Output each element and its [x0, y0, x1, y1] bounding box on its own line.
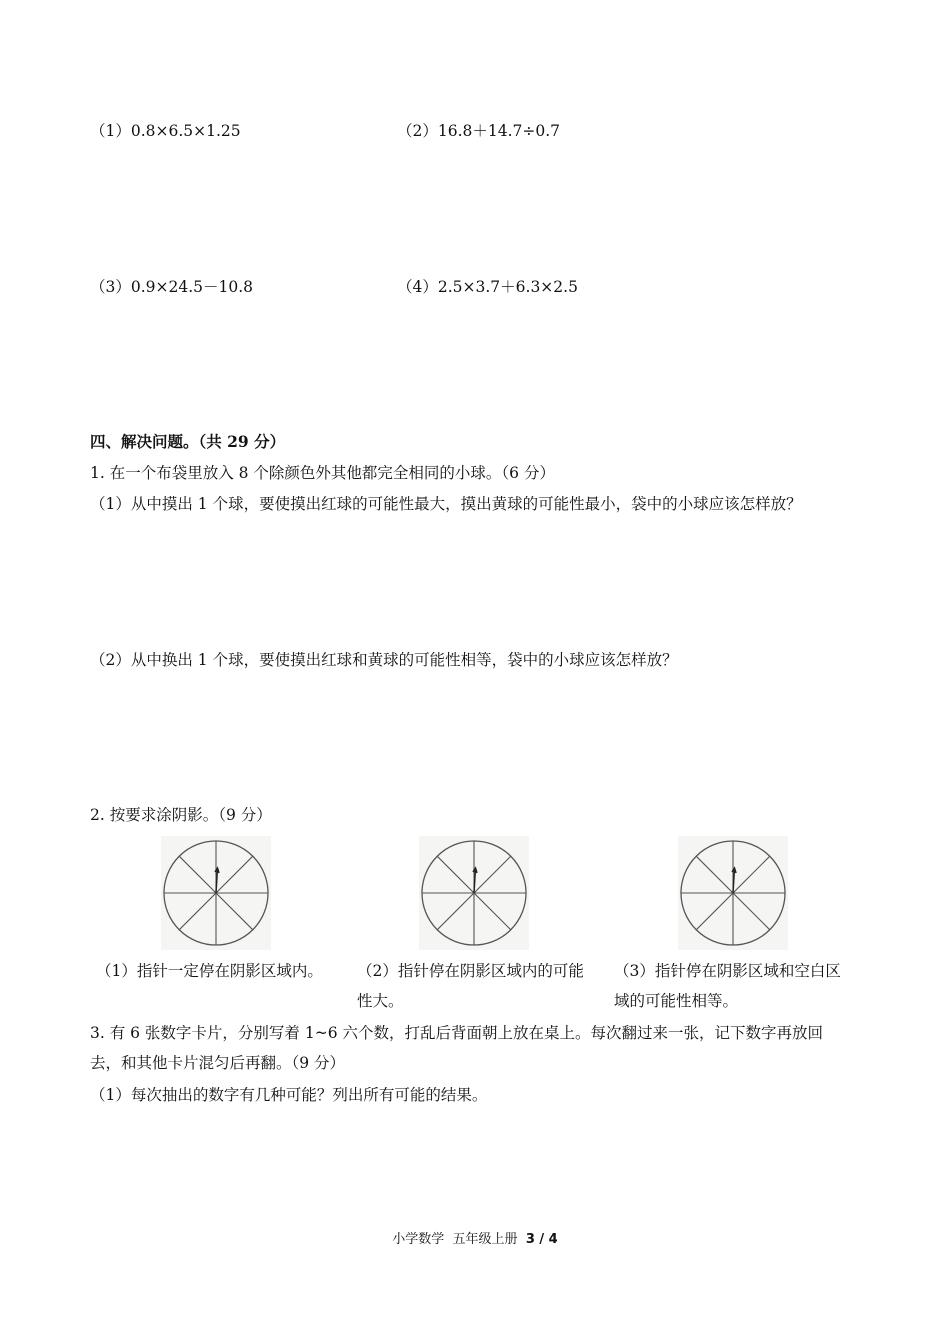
calc-problem-1: （1）0.8×6.5×1.25 [90, 122, 241, 140]
problem-3-stem-line-2: 去，和其他卡片混匀后再翻。（9 分） [90, 1054, 346, 1072]
footer-page-number: 3 / 4 [525, 1232, 558, 1247]
spinner-1 [161, 836, 271, 950]
spinner-caption-1: （1）指针一定停在阴影区域内。 [96, 962, 323, 980]
spinner-3 [678, 836, 788, 950]
footer-subject: 小学数学 [392, 1232, 445, 1247]
problem-1-stem: 1. 在一个布袋里放入 8 个除颜色外其他都完全相同的小球。（6 分） [90, 464, 555, 482]
calc-problem-2: （2）16.8＋14.7÷0.7 [397, 122, 561, 140]
spinner-caption-2-line-1: （2）指针停在阴影区域内的可能 [357, 962, 584, 980]
footer-grade: 五年级上册 [452, 1232, 518, 1247]
spinner-2 [419, 836, 529, 950]
spinner-caption-3-line-2: 域的可能性相等。 [614, 992, 739, 1010]
calc-problem-4: （4）2.5×3.7＋6.3×2.5 [397, 278, 578, 296]
problem-1-sub-1: （1）从中摸出 1 个球，要使摸出红球的可能性最大，摸出黄球的可能性最小，袋中的小球应该怎样放？ [90, 495, 802, 513]
page-footer [0, 1228, 950, 1247]
spinner-caption-2-line-2: 性大。 [357, 992, 404, 1010]
calc-problem-3: （3）0.9×24.5－10.8 [90, 278, 254, 296]
section-heading: 四、解决问题。（共 29 分） [90, 432, 286, 451]
problem-3-stem-line-1: 3. 有 6 张数字卡片，分别写着 1~6 六个数，打乱后背面朝上放在桌上。每次翻过来一张，记下数字再放回 [90, 1024, 823, 1042]
spinner-caption-3-line-1: （3）指针停在阴影区域和空白区 [614, 962, 841, 980]
problem-3-sub-1: （1）每次抽出的数字有几种可能？列出所有可能的结果。 [90, 1086, 488, 1104]
problem-2-stem: 2. 按要求涂阴影。（9 分） [90, 806, 272, 824]
problem-1-sub-2: （2）从中换出 1 个球，要使摸出红球和黄球的可能性相等，袋中的小球应该怎样放？ [90, 651, 678, 669]
